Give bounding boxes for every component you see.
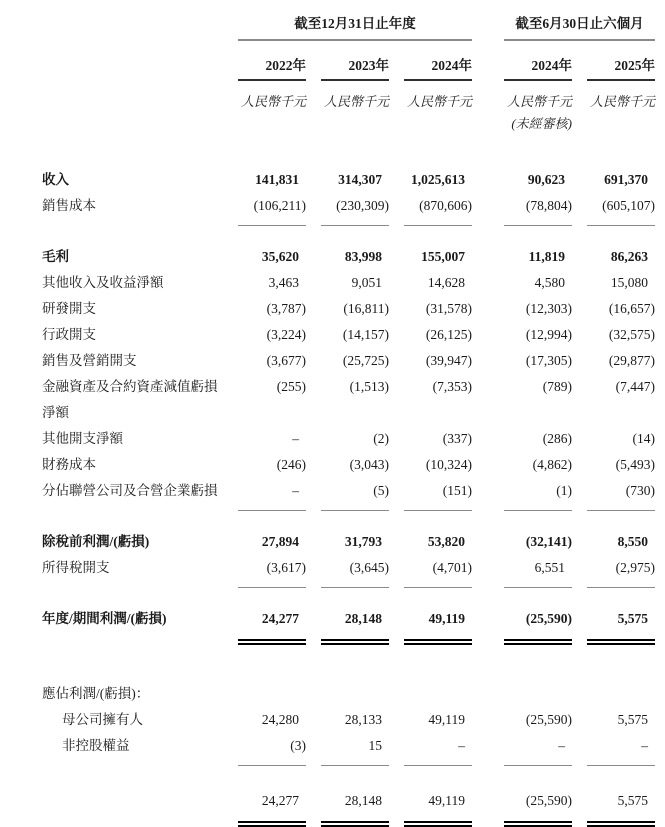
cell-value: (16,657)	[608, 301, 655, 316]
cell-value: (605,107)	[587, 193, 655, 226]
row-label: 非控股權益	[62, 738, 130, 753]
cell-value: (14)	[632, 431, 655, 446]
cell-value: –	[238, 478, 306, 511]
cell-value: (151)	[404, 478, 472, 511]
table-row	[42, 529, 655, 555]
year-header-cell: 2024年	[504, 54, 572, 81]
row-label: 應佔利潤/(虧損)：	[42, 686, 150, 701]
row-label: 其他開支淨額	[42, 431, 123, 446]
cell-value: 1,025,613	[411, 172, 465, 187]
column-group-header-row	[42, 12, 655, 41]
table-row	[42, 606, 655, 645]
cell-value: (3,224)	[266, 327, 306, 342]
currency-unit-cell: 人民幣千元	[240, 94, 306, 109]
table-row	[42, 296, 655, 322]
cell-value: (39,947)	[425, 353, 472, 368]
cell-value: (3,617)	[238, 555, 306, 588]
cell-value: 53,820	[427, 534, 465, 549]
cell-value: (2,975)	[587, 555, 655, 588]
cell-value: (246)	[276, 457, 306, 472]
cell-value: (230,309)	[321, 193, 389, 226]
cell-value: 24,277	[238, 606, 306, 645]
cell-value: (26,125)	[425, 327, 472, 342]
cell-value: 31,793	[344, 534, 382, 549]
row-label: 銷售成本	[42, 198, 96, 213]
table-row	[42, 244, 655, 270]
cell-value: 86,263	[610, 249, 648, 264]
unaudited-note: (未經審核)	[511, 116, 572, 131]
cell-value: (14,157)	[342, 327, 389, 342]
cell-value: 691,370	[604, 172, 648, 187]
cell-value: (25,590)	[504, 788, 572, 827]
cell-value: (25,725)	[342, 353, 389, 368]
table-row	[42, 167, 655, 193]
column-group-interim	[504, 12, 655, 41]
cell-value: 49,119	[404, 606, 472, 645]
cell-value: 8,550	[617, 534, 648, 549]
cell-value: (1,513)	[349, 379, 389, 394]
year-header-row	[42, 54, 655, 81]
column-group-annual-label: 截至12月31日止年度	[294, 16, 416, 31]
cell-value: (16,811)	[343, 301, 389, 316]
row-label: 毛利	[42, 249, 69, 264]
cell-value: 49,119	[404, 788, 472, 827]
row-label: 財務成本	[42, 457, 96, 472]
cell-value: 314,307	[338, 172, 382, 187]
cell-value: (3,645)	[321, 555, 389, 588]
cell-value: (870,606)	[404, 193, 472, 226]
cell-value: (106,211)	[238, 193, 306, 226]
currency-unit-cell: 人民幣千元	[406, 94, 472, 109]
cell-value: –	[404, 733, 472, 766]
cell-value: (730)	[587, 478, 655, 511]
cell-value: (25,590)	[504, 606, 572, 645]
cell-value: (7,447)	[615, 379, 655, 394]
year-header-cell: 2025年	[587, 54, 655, 81]
cell-value: 6,551	[504, 555, 572, 588]
currency-unit-cell: 人民幣千元	[589, 94, 655, 109]
cell-value: 141,831	[255, 172, 299, 187]
row-label: 金融資產及合約資產減值虧損淨額	[42, 379, 218, 420]
cell-value: 28,148	[321, 606, 389, 645]
row-label: 分佔聯營公司及合營企業虧損	[42, 483, 218, 498]
table-row	[42, 348, 655, 374]
table-row	[42, 270, 655, 296]
table-row	[42, 374, 655, 426]
cell-value: (32,141)	[525, 534, 572, 549]
cell-value: 35,620	[261, 249, 299, 264]
currency-unit-cell: 人民幣千元	[323, 94, 389, 109]
cell-value: 24,277	[238, 788, 306, 827]
cell-value: (25,590)	[525, 712, 572, 727]
cell-value: (4,701)	[404, 555, 472, 588]
table-row	[42, 707, 655, 733]
table-body	[42, 167, 655, 827]
cell-value: 83,998	[344, 249, 382, 264]
cell-value: (3)	[238, 733, 306, 766]
currency-unit-cell: 人民幣千元	[506, 94, 572, 109]
table-row	[42, 426, 655, 452]
cell-value: 5,575	[587, 788, 655, 827]
note-header-row	[42, 113, 655, 133]
cell-value: (17,305)	[525, 353, 572, 368]
table-row	[42, 788, 655, 827]
column-group-annual	[238, 12, 472, 41]
cell-value: 24,280	[261, 712, 299, 727]
cell-value: (337)	[442, 431, 472, 446]
cell-value: (5,493)	[615, 457, 655, 472]
cell-value: (5)	[321, 478, 389, 511]
cell-value: (12,994)	[525, 327, 572, 342]
cell-value: 49,119	[428, 712, 465, 727]
table-row	[42, 322, 655, 348]
table-row	[42, 681, 655, 707]
cell-value: (3,043)	[349, 457, 389, 472]
cell-value: 15	[321, 733, 389, 766]
cell-value: 5,575	[617, 712, 648, 727]
row-label: 年度/期間利潤/(虧損)	[42, 611, 167, 626]
cell-value: –	[504, 733, 572, 766]
table-row	[42, 193, 655, 226]
row-label: 母公司擁有人	[62, 712, 143, 727]
cell-value: 28,133	[344, 712, 382, 727]
cell-value: (1)	[504, 478, 572, 511]
cell-value: 28,148	[321, 788, 389, 827]
cell-value: 5,575	[587, 606, 655, 645]
cell-value: (255)	[276, 379, 306, 394]
cell-value: (4,862)	[532, 457, 572, 472]
unit-header-row	[42, 91, 655, 110]
table-row	[42, 555, 655, 588]
table-row	[42, 733, 655, 766]
cell-value: 14,628	[427, 275, 465, 290]
cell-value: (78,804)	[504, 193, 572, 226]
cell-value: (10,324)	[425, 457, 472, 472]
year-header-cell: 2024年	[404, 54, 472, 81]
year-header-cell: 2023年	[321, 54, 389, 81]
cell-value: 4,580	[534, 275, 565, 290]
row-label: 其他收入及收益淨額	[42, 275, 164, 290]
cell-value: 155,007	[421, 249, 465, 264]
table-row	[42, 478, 655, 511]
cell-value: 90,623	[527, 172, 565, 187]
cell-value: (3,677)	[266, 353, 306, 368]
cell-value: (7,353)	[432, 379, 472, 394]
cell-value: 11,819	[528, 249, 565, 264]
table-row	[42, 452, 655, 478]
cell-value: 27,894	[261, 534, 299, 549]
row-label: 行政開支	[42, 327, 96, 342]
cell-value: 3,463	[268, 275, 299, 290]
row-label: 除稅前利潤/(虧損)	[42, 534, 150, 549]
cell-value: (3,787)	[266, 301, 306, 316]
cell-value: 9,051	[351, 275, 382, 290]
column-group-interim-label: 截至6月30日止六個月	[515, 16, 644, 31]
row-label: 銷售及營銷開支	[42, 353, 137, 368]
cell-value: (31,578)	[425, 301, 472, 316]
cell-value: (12,303)	[525, 301, 572, 316]
cell-value: (789)	[542, 379, 572, 394]
cell-value: –	[292, 431, 299, 446]
year-header-cell: 2022年	[238, 54, 306, 81]
cell-value: (29,877)	[608, 353, 655, 368]
cell-value: (2)	[373, 431, 389, 446]
cell-value: –	[587, 733, 655, 766]
cell-value: 15,080	[610, 275, 648, 290]
row-label: 所得稅開支	[42, 560, 110, 575]
row-label: 收入	[42, 172, 69, 187]
cell-value: (286)	[542, 431, 572, 446]
cell-value: (32,575)	[608, 327, 655, 342]
row-label: 研發開支	[42, 301, 96, 316]
